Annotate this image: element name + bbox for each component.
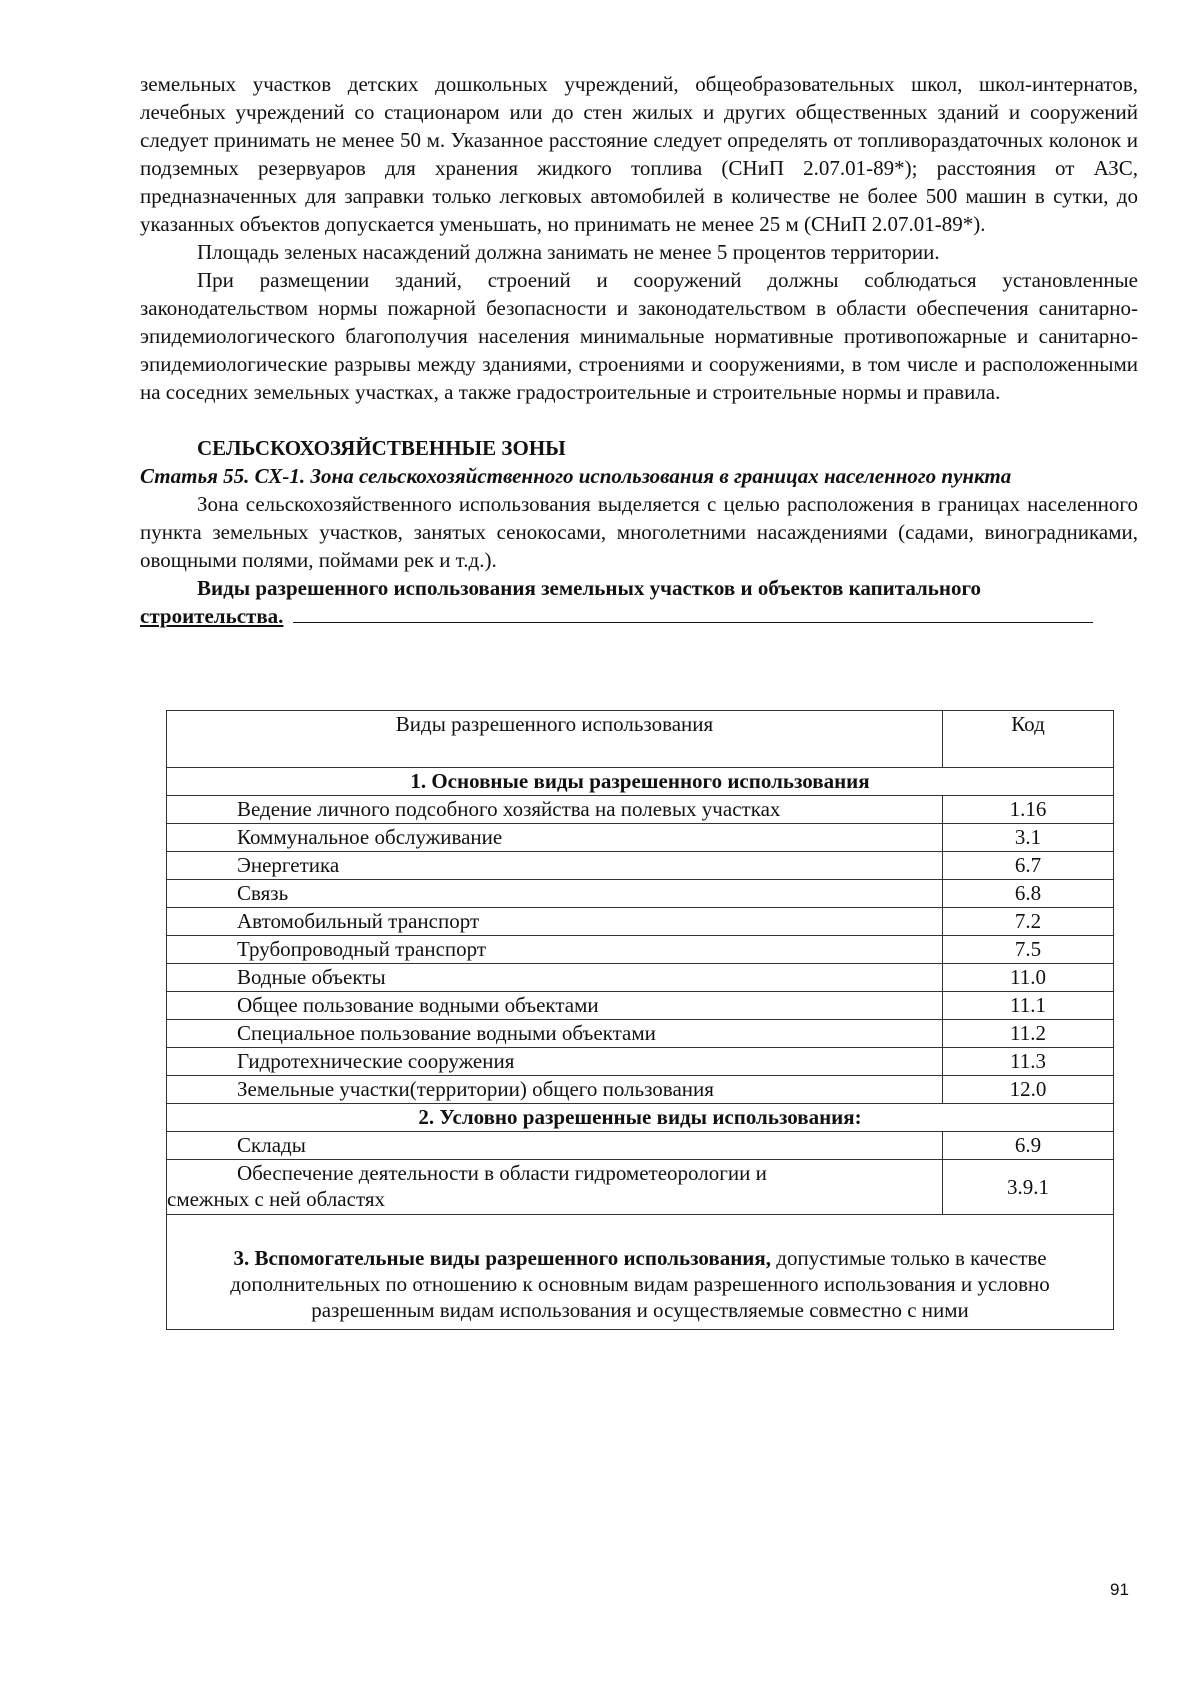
group-main-title: 1. Основные виды разрешенного использования [167,768,1114,796]
use-name: Земельные участки(территории) общего пользования [167,1076,943,1104]
use-name-line1: Обеспечение деятельности в области гидрометеорологии и [237,1161,767,1185]
use-name: Гидротехнические сооружения [167,1048,943,1076]
use-code: 11.1 [943,992,1114,1020]
header-code: Код [943,711,1114,768]
use-code: 6.7 [943,852,1114,880]
table-header-row [167,711,1114,768]
section-title: СЕЛЬСКОХОЗЯЙСТВЕННЫЕ ЗОНЫ [197,436,566,460]
spacer [140,406,1138,434]
table-row [167,852,1114,880]
paragraph-distance-rules: земельных участков детских дошкольных учреждений, общеобразовательных школ, школ-интернатов, лечебных учреждений со стационаром или до стен жилых и других общественных зданий и сооружений следует принимать не менее 50 м. Указанное расстояние следует определять от топливораздаточных колонок и подземных резервуаров для хранения жидкого топлива (СНиП 2.07.01-89*); расстояния от АЗС, предназначенных для заправки только легковых автомобилей в количестве не более 500 машин в сутки, до указанных объектов допускается уменьшать, но принимать не менее 25 м (СНиП 2.07.01-89*). [140,72,1138,236]
group-conditional-title: 2. Условно разрешенные виды использования: [167,1104,1114,1132]
use-code: 3.9.1 [943,1160,1114,1215]
use-name: Общее пользование водными объектами [167,992,943,1020]
group-row-main [167,768,1114,796]
use-code: 3.1 [943,824,1114,852]
use-code: 1.16 [943,796,1114,824]
use-code: 6.9 [943,1132,1114,1160]
use-name: Ведение личного подсобного хозяйства на полевых участках [167,796,943,824]
table-row [167,992,1114,1020]
use-name: Водные объекты [167,964,943,992]
caption-underline [293,621,1093,623]
table-caption-end-text: строительства. [140,604,284,628]
use-name: Трубопроводный транспорт [167,936,943,964]
table-row [167,1076,1114,1104]
use-code: 6.8 [943,880,1114,908]
group-auxiliary [167,1215,1114,1330]
use-code: 7.5 [943,936,1114,964]
table-row [167,1160,1114,1215]
use-code: 11.2 [943,1020,1114,1048]
table-row [167,824,1114,852]
table-row [167,796,1114,824]
page-number: 91 [1110,1580,1129,1599]
use-code: 11.3 [943,1048,1114,1076]
header-name: Виды разрешенного использования [167,711,943,768]
zone-description: Зона сельскохозяйственного использования выделяется с целью расположения в границах населенного пункта земельных участков, занятых сенокосами, многолетними насаждениями (садами, виноградниками, овощными полями, поймами рек и т.д.). [140,492,1138,572]
table-row [167,880,1114,908]
table-caption: Виды разрешенного использования земельных участков и объектов капитального [197,576,982,600]
use-name: Склады [167,1132,943,1160]
table-row [167,1132,1114,1160]
table-caption-end [140,602,1138,630]
use-name [167,1160,943,1215]
document-body [140,70,1138,630]
table-row [167,1020,1114,1048]
use-name-line2: смежных с ней областях [167,1187,385,1211]
use-code: 7.2 [943,908,1114,936]
use-name: Специальное пользование водными объектами [167,1020,943,1048]
group-auxiliary-text: допустимые только в качестве дополнительных по отношению к основным видам разрешенного использования и условно разрешенным видам использования и осуществляемые совместно с ними [230,1246,1050,1322]
paragraph-green-area: Площадь зеленых насаждений должна занимать не менее 5 процентов территории. [197,240,940,264]
use-name: Энергетика [167,852,943,880]
article-title: Статья 55. СХ-1. Зона сельскохозяйственного использования в границах населенного пункта [140,464,1012,488]
use-name: Связь [167,880,943,908]
permitted-uses-table [166,710,1114,1330]
group-row-auxiliary [167,1215,1114,1330]
use-code: 11.0 [943,964,1114,992]
paragraph-fire-safety: При размещении зданий, строений и сооружений должны соблюдаться установленные законодательством нормы пожарной безопасности и законодательством в области обеспечения санитарно-эпидемиологического благополучия населения минимальные нормативные противопожарные и санитарно-эпидемиологические разрывы между зданиями, строениями и сооружениями, в том числе и расположенными на соседних земельных участках, а также градостроительные и строительные нормы и правила. [140,268,1138,404]
use-name: Автомобильный транспорт [167,908,943,936]
group-auxiliary-title: 3. Вспомогательные виды разрешенного использования, [233,1246,772,1270]
table-row [167,908,1114,936]
table-row [167,964,1114,992]
use-name: Коммунальное обслуживание [167,824,943,852]
table-row [167,936,1114,964]
table-row [167,1048,1114,1076]
use-code: 12.0 [943,1076,1114,1104]
group-row-conditional [167,1104,1114,1132]
